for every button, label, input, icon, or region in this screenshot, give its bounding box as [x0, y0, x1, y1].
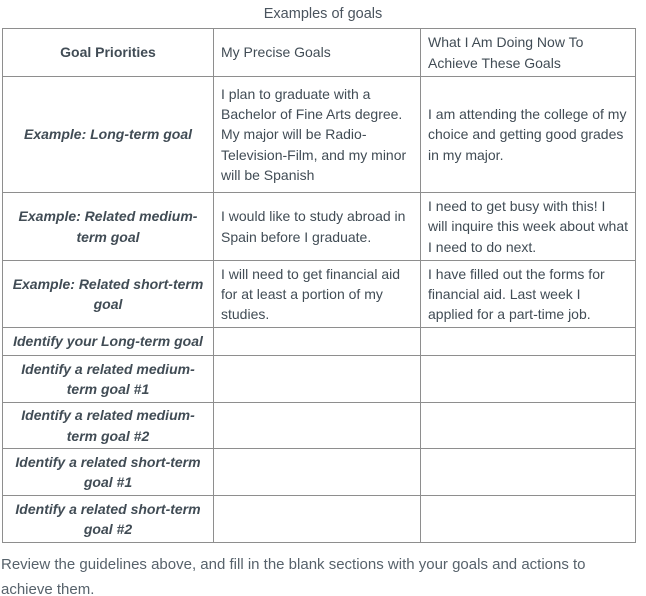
action-cell: I need to get busy with this! I will inquire this week about what I need to do next.: [421, 193, 636, 261]
row-label-cell: Example: Long-term goal: [3, 77, 214, 193]
instructions-text: Review the guidelines above, and fill in the blank sections with your goals and actions to achieve them.: [1, 556, 586, 596]
column-header-goal-priorities: Goal Priorities: [3, 29, 214, 77]
precise-goal-cell-blank: [214, 356, 421, 403]
action-cell-blank: [421, 356, 636, 403]
table-row-example-short-term: [3, 261, 636, 328]
table-row-example-long-term: [3, 77, 636, 193]
precise-goal-cell-blank: [214, 449, 421, 496]
precise-goal-cell-blank: [214, 328, 421, 356]
table-row-example-medium-term: [3, 193, 636, 261]
row-label-cell: Identify a related short-term goal #2: [3, 496, 214, 543]
action-cell-blank: [421, 403, 636, 449]
precise-goal-cell: I will need to get financial aid for at least a portion of my studies.: [214, 261, 421, 328]
action-cell: I am attending the college of my choice and getting good grades in my major.: [421, 77, 636, 193]
precise-goal-cell: I plan to graduate with a Bachelor of Fine Arts degree. My major will be Radio-Television-Film, and my minor will be Spanish: [214, 77, 421, 193]
table-title: Examples of goals: [263, 6, 383, 22]
goals-table: [2, 28, 636, 543]
precise-goal-cell-blank: [214, 403, 421, 449]
table-row-identify-long-term: [3, 328, 636, 356]
row-label-cell: Example: Related medium-term goal: [3, 193, 214, 261]
column-header-what-i-am-doing-now: What I Am Doing Now To Achieve These Goals: [421, 29, 636, 77]
action-cell-blank: [421, 496, 636, 543]
precise-goal-cell: I would like to study abroad in Spain before I graduate.: [214, 193, 421, 261]
row-label-cell: Example: Related short-term goal: [3, 261, 214, 328]
table-row-identify-medium-term-1: [3, 356, 636, 403]
precise-goal-cell-blank: [214, 496, 421, 543]
action-cell-blank: [421, 328, 636, 356]
action-cell: I have filled out the forms for financial aid. Last week I applied for a part-time job.: [421, 261, 636, 328]
row-label-cell: Identify a related medium-term goal #2: [3, 403, 214, 449]
action-cell-blank: [421, 449, 636, 496]
table-row-identify-medium-term-2: [3, 403, 636, 449]
header-row: [3, 29, 636, 77]
table-row-identify-short-term-2: [3, 496, 636, 543]
column-header-my-precise-goals: My Precise Goals: [214, 29, 421, 77]
row-label-cell: Identify a related medium-term goal #1: [3, 356, 214, 403]
table-row-identify-short-term-1: [3, 449, 636, 496]
row-label-cell: Identify your Long-term goal: [3, 328, 214, 356]
row-label-cell: Identify a related short-term goal #1: [3, 449, 214, 496]
